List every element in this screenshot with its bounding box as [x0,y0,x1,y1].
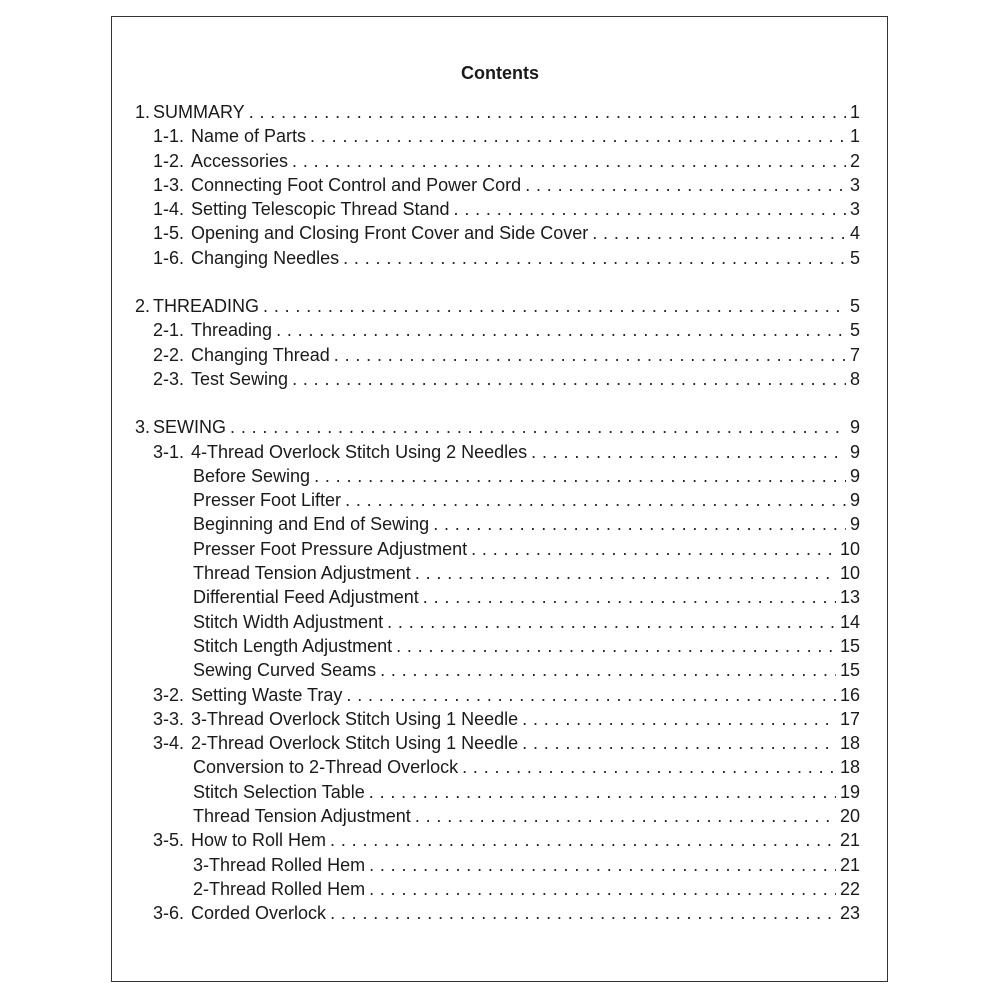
toc-entry-page-number: 9 [849,441,860,462]
toc-entry-label: Beginning and End of Sewing [193,514,430,535]
toc-entry-label: Setting Waste Tray [191,684,343,705]
dot-leader [415,804,836,828]
dot-leader [330,901,836,925]
toc-entry-page-number: 10 [839,563,860,584]
dot-leader [369,877,836,901]
toc-entry-page-number: 3 [849,174,860,195]
toc-entry-label: Accessories [191,150,289,171]
toc-entry-page-number: 18 [839,757,860,778]
toc-entry-number: 1-2. [153,150,185,171]
toc-entry-page-number: 15 [839,635,860,656]
toc-entry-page-number: 21 [839,830,860,851]
dot-leader [334,343,846,367]
toc-entry[interactable] [135,318,860,342]
toc-entry[interactable] [135,828,860,852]
toc-entry[interactable] [135,512,860,536]
toc-entry-label: THREADING [153,296,260,317]
toc-entry-page-number: 20 [839,806,860,827]
dot-leader [525,173,846,197]
toc-entry-label: 3-Thread Rolled Hem [193,854,366,875]
toc-entry-label: 3-Thread Overlock Stitch Using 1 Needle [191,708,519,729]
toc-entry-number: 1-4. [153,199,185,220]
toc-entry-page-number: 7 [849,344,860,365]
toc-entry[interactable] [135,488,860,512]
toc-entry-number: 1-1. [153,126,185,147]
toc-entry[interactable] [135,877,860,901]
toc-entry[interactable] [135,755,860,779]
toc-entry-label: Before Sewing [193,465,311,486]
toc-entry-page-number: 9 [849,514,860,535]
dot-leader [387,610,836,634]
toc-entry-page-number: 8 [849,368,860,389]
toc-entry-number: 3-2. [153,684,185,705]
toc-entry-page-number: 1 [849,126,860,147]
dot-leader [292,367,846,391]
dot-leader [263,294,846,318]
toc-entry-label: Sewing Curved Seams [193,660,377,681]
toc-entry-label: Name of Parts [191,126,307,147]
dot-leader [346,683,836,707]
toc-section[interactable] [135,415,860,439]
dot-leader [330,828,836,852]
toc-entry-number: 1-6. [153,247,185,268]
toc-entry-number: 3. [135,417,151,438]
toc-entry[interactable] [135,343,860,367]
toc-entry-number: 2. [135,296,151,317]
toc-entry[interactable] [135,683,860,707]
dot-leader [433,512,846,536]
toc-entry[interactable] [135,149,860,173]
dot-leader [369,780,836,804]
toc-entry-label: Stitch Selection Table [193,781,365,802]
toc-entry-label: Conversion to 2-Thread Overlock [193,757,459,778]
toc-entry-page-number: 23 [839,903,860,924]
toc-entry[interactable] [135,707,860,731]
toc-entry-label: Differential Feed Adjustment [193,587,419,608]
toc-entry-page-number: 21 [839,854,860,875]
toc-entry[interactable] [135,853,860,877]
toc-entry-label: Thread Tension Adjustment [193,806,411,827]
dot-leader [276,318,846,342]
toc-entry[interactable] [135,440,860,464]
toc-section[interactable] [135,100,860,124]
toc-entry-page-number: 2 [849,150,860,171]
dot-leader [522,731,836,755]
toc-entry[interactable] [135,780,860,804]
toc-entry-page-number: 10 [839,538,860,559]
dot-leader [454,197,846,221]
toc-entry[interactable] [135,804,860,828]
toc-entry-page-number: 4 [849,223,860,244]
toc-section[interactable] [135,294,860,318]
dot-leader [396,634,836,658]
toc-entry-label: Opening and Closing Front Cover and Side Cover [191,223,589,244]
toc-entry[interactable] [135,124,860,148]
toc-entry[interactable] [135,246,860,270]
toc-entry-page-number: 9 [849,490,860,511]
toc-entry-label: Threading [191,320,273,341]
toc-entry-label: Presser Foot Pressure Adjustment [193,538,468,559]
toc-entry-page-number: 1 [849,102,860,122]
toc-entry-label: 4-Thread Overlock Stitch Using 2 Needles [191,441,528,462]
dot-leader [230,415,846,439]
toc-entry[interactable] [135,537,860,561]
table-of-contents [135,100,860,926]
toc-entry[interactable] [135,901,860,925]
toc-entry-page-number: 22 [839,878,860,899]
toc-entry-page-number: 19 [839,781,860,802]
toc-entry-page-number: 5 [849,247,860,268]
toc-entry-page-number: 9 [849,465,860,486]
toc-entry-page-number: 15 [839,660,860,681]
toc-entry-page-number: 14 [839,611,860,632]
toc-entry[interactable] [135,610,860,634]
toc-entry[interactable] [135,173,860,197]
toc-entry-number: 3-1. [153,441,185,462]
toc-entry-number: 2-3. [153,368,185,389]
toc-entry[interactable] [135,731,860,755]
page-title: Contents [461,63,539,83]
toc-entry[interactable] [135,634,860,658]
toc-entry-label: How to Roll Hem [191,830,327,851]
toc-entry-page-number: 16 [839,684,860,705]
dot-leader [415,561,836,585]
toc-entry-label: SEWING [153,417,227,438]
dot-leader [314,464,846,488]
dot-leader [522,707,836,731]
toc-entry-number: 3-3. [153,708,185,729]
toc-entry-label: Stitch Length Adjustment [193,635,393,656]
toc-entry-number: 2-1. [153,320,185,341]
toc-entry-number: 1. [135,102,151,122]
toc-entry-label: Thread Tension Adjustment [193,563,411,584]
toc-entry-label: Connecting Foot Control and Power Cord [191,174,522,195]
toc-entry-label: Stitch Width Adjustment [193,611,384,632]
dot-leader [471,537,836,561]
toc-entry-number: 1-3. [153,174,185,195]
toc-entry[interactable] [135,561,860,585]
toc-entry-label: 2-Thread Rolled Hem [193,878,366,899]
dot-leader [292,149,846,173]
toc-entry-label: Changing Needles [191,247,340,268]
toc-entry-number: 2-2. [153,344,185,365]
toc-entry-label: Presser Foot Lifter [193,490,342,511]
toc-entry[interactable] [135,464,860,488]
toc-entry-label: Test Sewing [191,368,289,389]
dot-leader [531,440,846,464]
toc-entry-page-number: 5 [849,320,860,341]
toc-entry-number: 3-5. [153,830,185,851]
dot-leader [423,585,836,609]
toc-entry[interactable] [135,658,860,682]
toc-entry[interactable] [135,197,860,221]
toc-entry-label: 2-Thread Overlock Stitch Using 1 Needle [191,733,519,754]
toc-entry-page-number: 3 [849,199,860,220]
toc-entry-page-number: 17 [839,708,860,729]
toc-entry-number: 3-4. [153,733,185,754]
toc-entry-page-number: 13 [839,587,860,608]
dot-leader [310,124,846,148]
toc-entry-page-number: 9 [849,417,860,438]
toc-entry-label: Setting Telescopic Thread Stand [191,199,450,220]
dot-leader [380,658,836,682]
toc-entry-number: 3-6. [153,903,185,924]
dot-leader [343,246,846,270]
toc-entry[interactable] [135,585,860,609]
toc-entry-label: SUMMARY [153,102,245,122]
dot-leader [462,755,836,779]
toc-entry-number: 1-5. [153,223,185,244]
toc-entry-page-number: 18 [839,733,860,754]
dot-leader [369,853,836,877]
toc-entry-page-number: 5 [849,296,860,317]
dot-leader [345,488,846,512]
toc-entry-label: Corded Overlock [191,903,327,924]
toc-entry-label: Changing Thread [191,344,330,365]
dot-leader [249,100,846,124]
dot-leader [592,221,846,245]
toc-entry[interactable] [135,221,860,245]
toc-entry[interactable] [135,367,860,391]
